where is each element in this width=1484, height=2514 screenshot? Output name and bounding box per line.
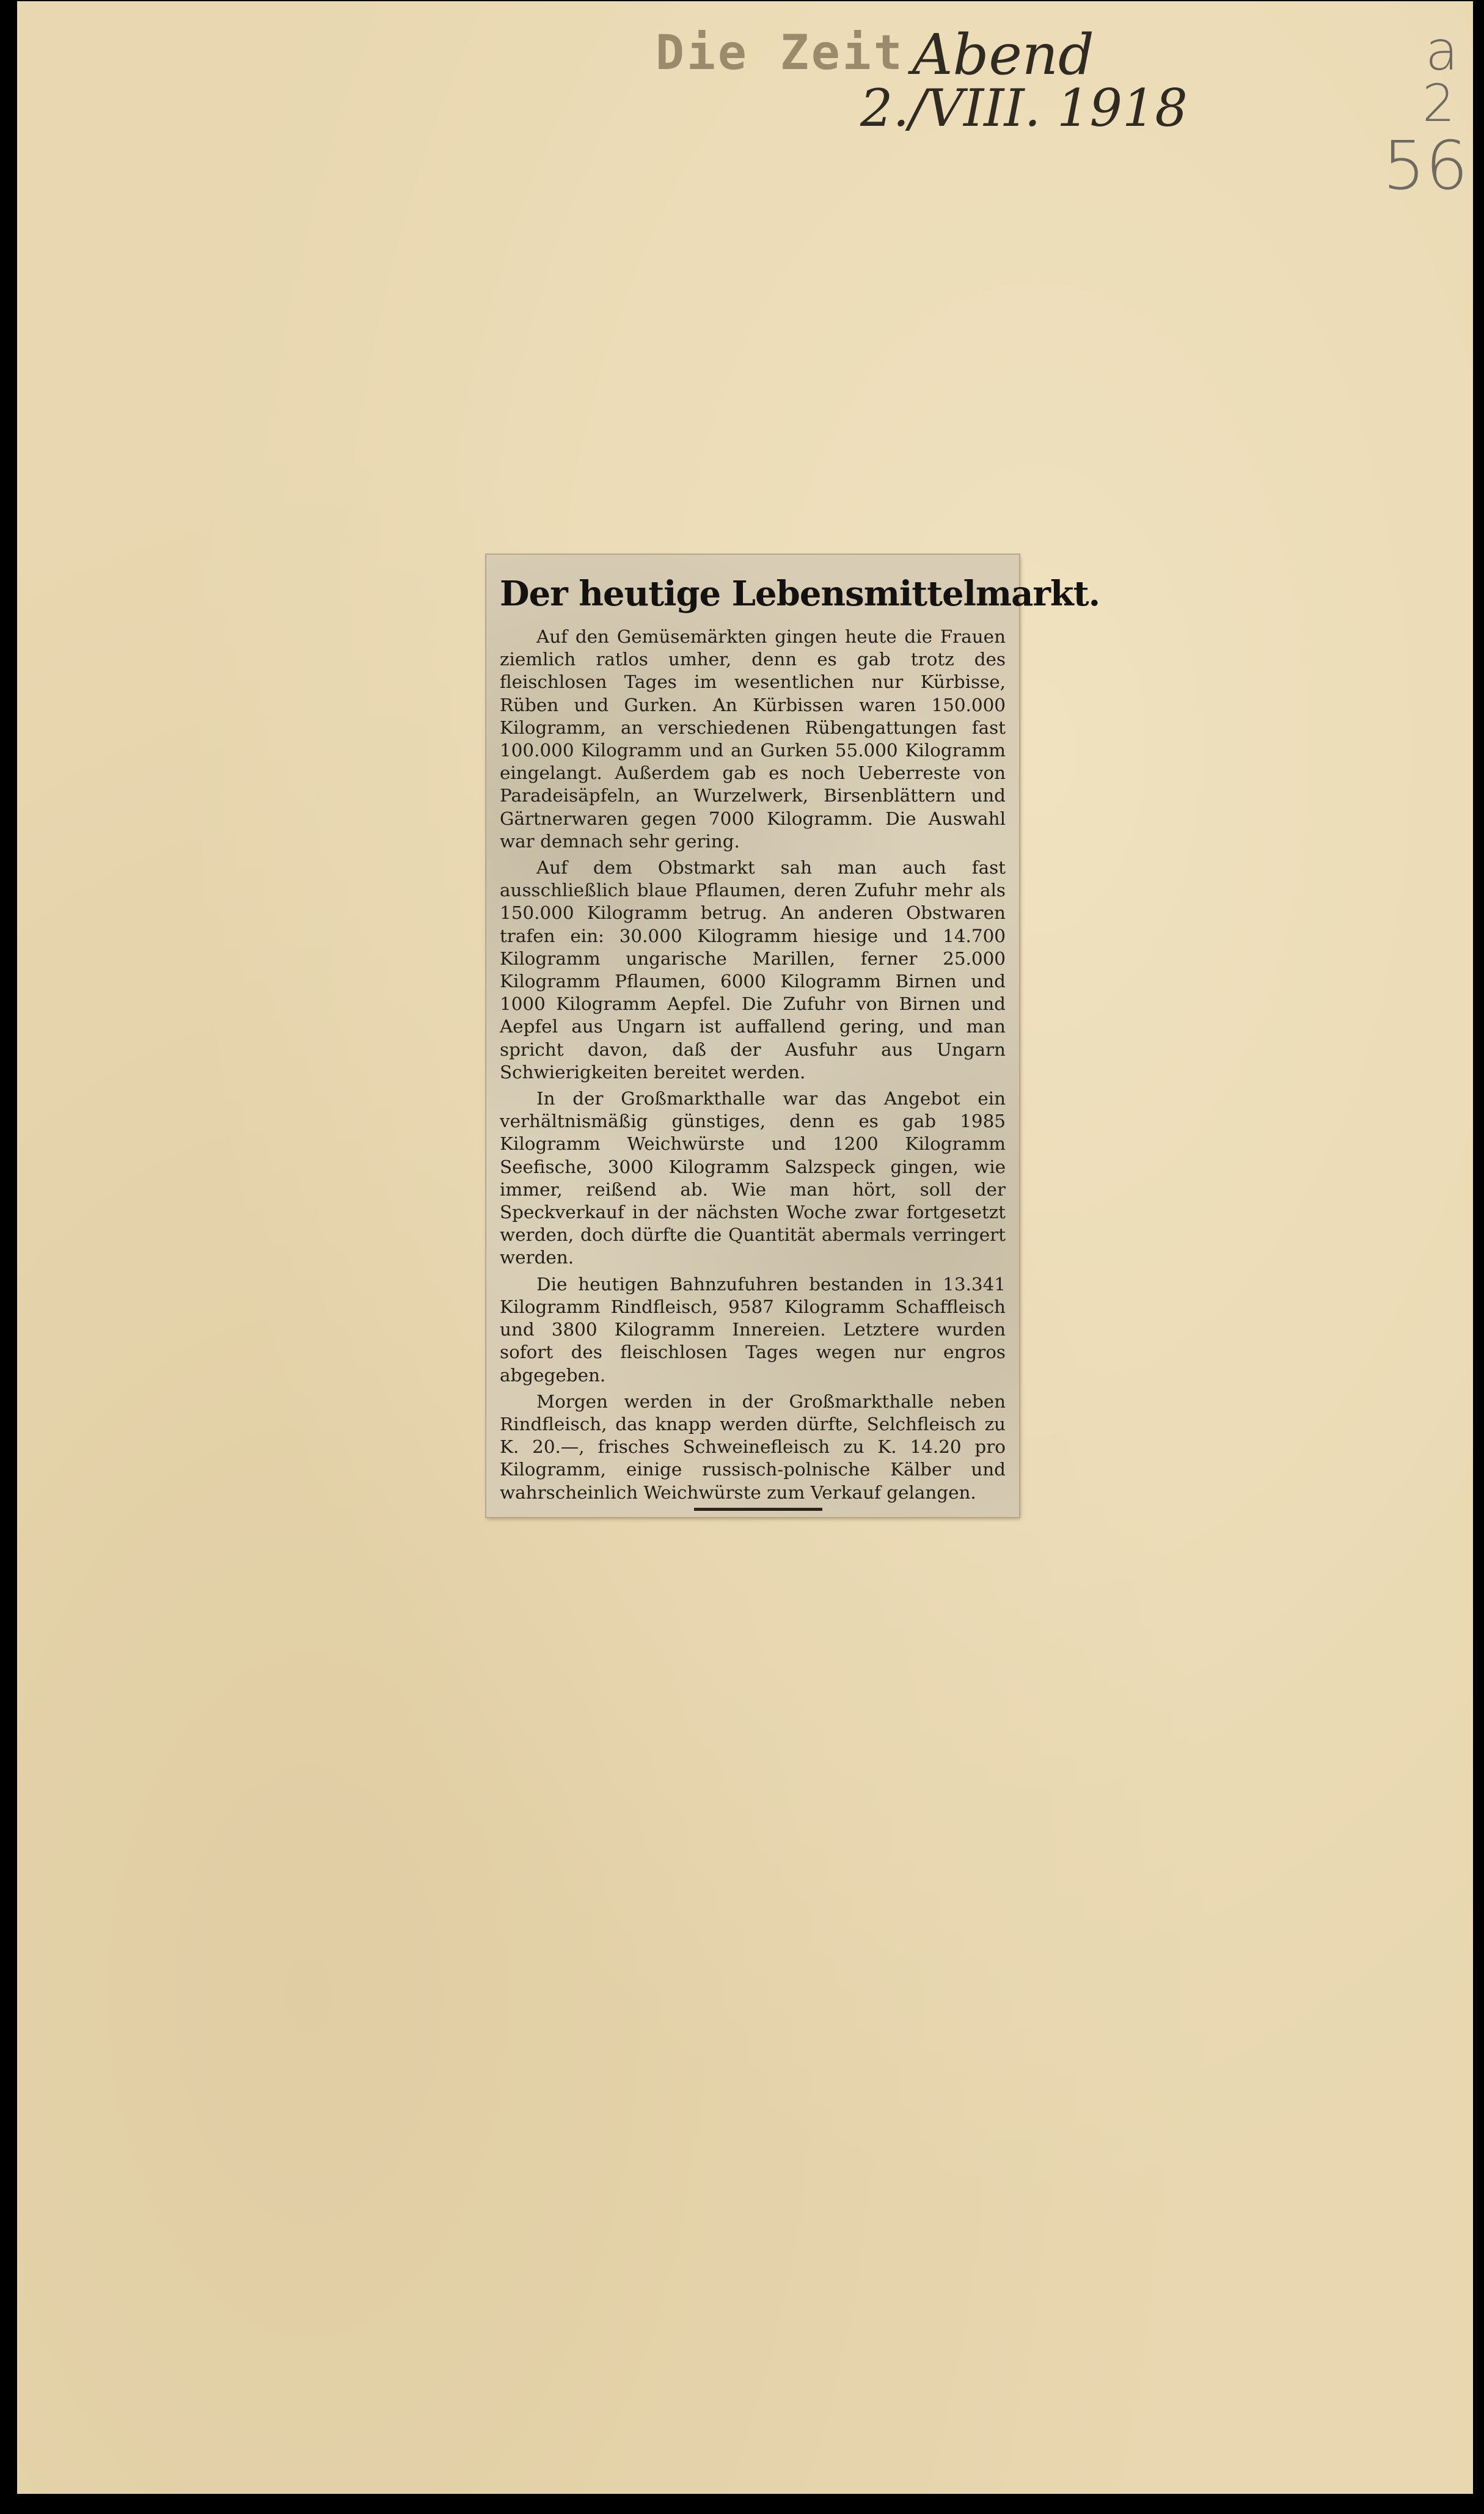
archive-sheet — [17, 1, 1473, 2494]
handwritten-date: 2./VIII. 1918 — [860, 78, 1188, 138]
archive-mark-line1: a — [1425, 20, 1458, 82]
newspaper-name-stamp: Die Zeit — [656, 26, 905, 81]
newspaper-clipping — [486, 555, 1100, 1517]
article-paragraph: Auf den Gemüsemärkten gingen heute die Frauen ziemlich ratlos umher, denn es gab trotz des fleischlosen Tages im wesentlichen nur Kürbisse, Rüben und Gurken. An Kürbissen waren 150.000 Kilogramm, an verschiedenen Rübengattungen fast 100.000 Kilogramm und an Gurken 55.000 Kilogramm eingelangt. Außerdem gab es noch Ueberreste von Paradeisäpfeln, an Wurzelwerk, Birsenblättern und Gärtnerwaren gegen 7000 Kilogramm. Die Auswahl war demnach sehr gering. — [500, 626, 1006, 852]
archive-page-number: 56 — [1383, 126, 1468, 205]
article-paragraph: Die heutigen Bahnzufuhren bestanden in 13.341 Kilogramm Rindfleisch, 9587 Kilogramm Schaffleisch und 3800 Kilogramm Innereien. Letztere wurden sofort des fleischlosen Tages wegen nur engros abgegeben. — [500, 1273, 1006, 1386]
handwritten-edition: Abend — [912, 22, 1094, 87]
article-paragraph: In der Großmarkthalle war das Angebot ein verhältnismäßig günstiges, denn es gab 1985 Kilogramm Weichwürste und 1200 Kilogramm Seefische, 3000 Kilogramm Salzspeck gingen, wie immer, reißend ab. Wie man hört, soll der Speckverkauf in der nächsten Woche zwar fortgesetzt werden, doch dürfte die Quantität abermals verringert werden. — [500, 1088, 1006, 1268]
article-title: Der heutige Lebensmittelmarkt. — [500, 574, 1100, 614]
article-paragraph: Auf dem Obstmarkt sah man auch fast ausschließlich blaue Pflaumen, deren Zufuhr mehr als 150.000 Kilogramm betrug. An anderen Obstwaren trafen ein: 30.000 Kilogramm hiesige und 14.700 Kilogramm ungarische Marillen, ferner 25.000 Kilogramm Pflaumen, 6000 Kilogramm Birnen und 1000 Kilogramm Aepfel. Die Zufuhr von Birnen und Aepfel aus Ungarn ist auffallend gering, und man spricht davon, daß der Ausfuhr aus Ungarn Schwierigkeiten bereitet werden. — [500, 857, 1006, 1083]
article-end-rule — [694, 1508, 822, 1511]
article-paragraph: Morgen werden in der Großmarkthalle neben Rindfleisch, das knapp werden dürfte, Selchfleisch zu K. 20.—, frisches Schweinefleisch zu K. 14.20 pro Kilogramm, einige russisch-polnische Kälber und wahrscheinlich Weichwürste zum Verkauf gelangen. — [500, 1390, 1006, 1503]
archive-mark-line2: 2 — [1422, 73, 1455, 133]
